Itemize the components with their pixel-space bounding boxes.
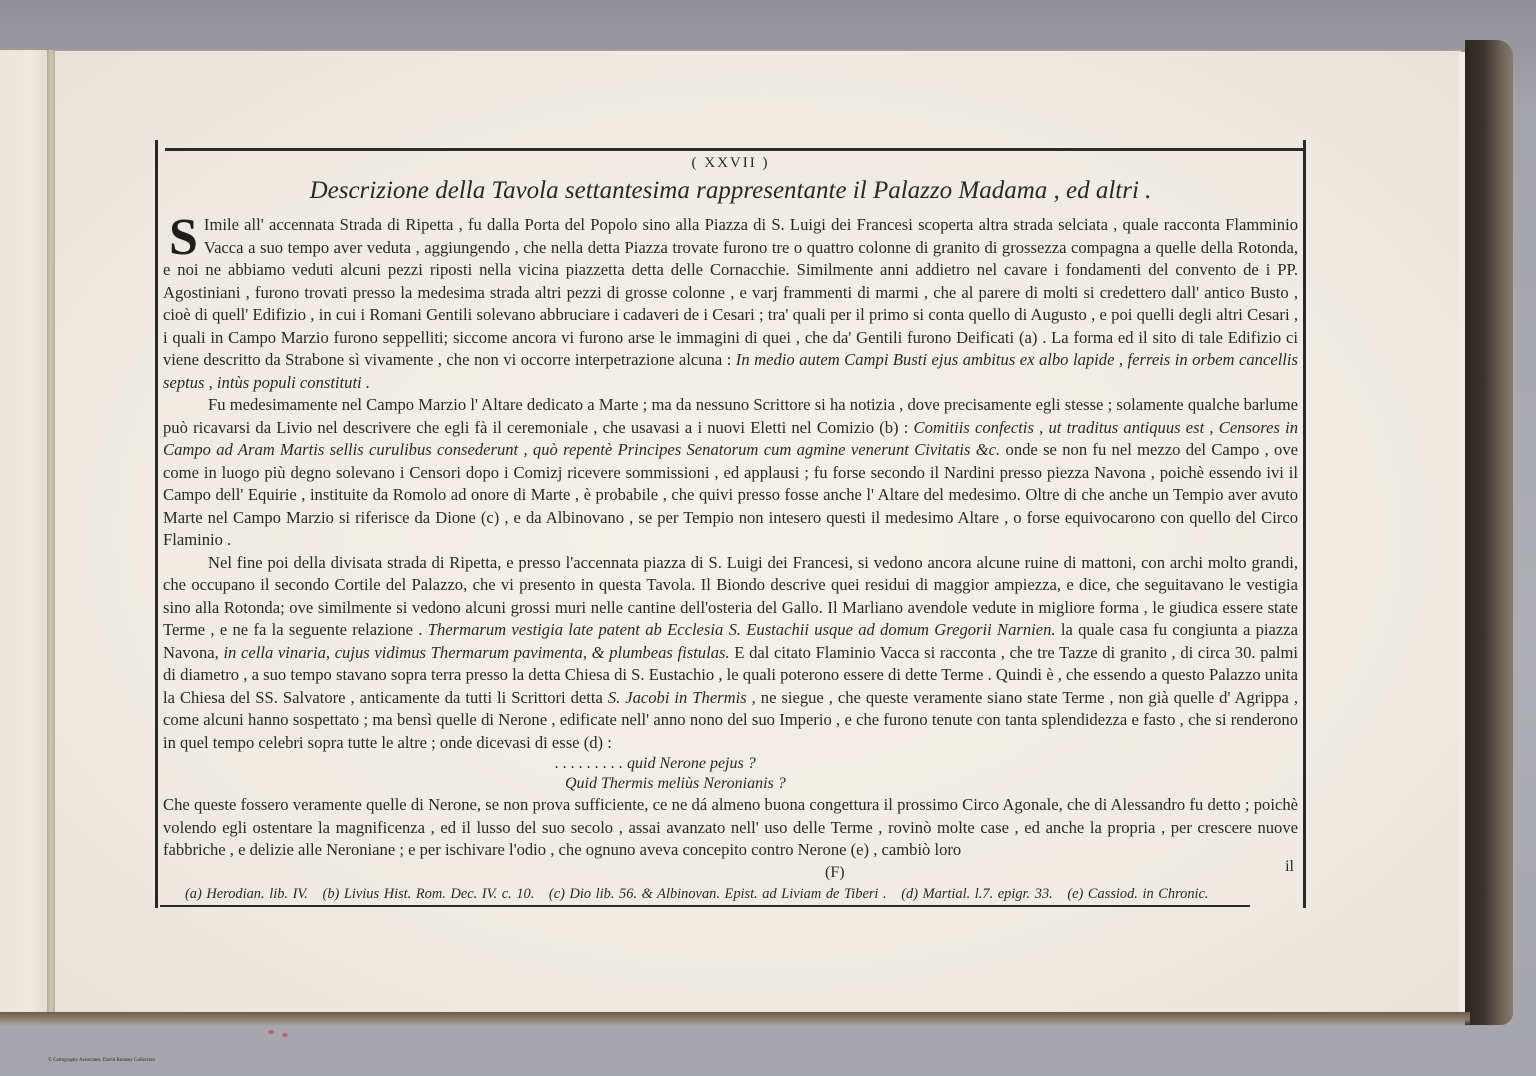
paragraph-text: la quale casa fu congiunta a piazza Navona, [163, 620, 1299, 662]
book-cover [1465, 40, 1513, 1025]
paragraph-text: Nel fine poi della divisata strada di Ripetta, e presso l'accennata piazza di S. Luigi dei Francesi, si vedono ancora alcune ruine di mattoni, con archi molto grandi, che occupano il secondo Cortile del Palazzo, che vi presento in questa Tavola. Il Biondo descrive quei residui di maggior ampiezza, e dice, che seguitavano le vestigia sino alla Rotonda; ove similmente si vedono alcuni grossi muri nelle cantine dell'osteria del Gallo. Il Marliano avendole vedute in migliore forma , le giudica essere state Terme , e ne fa la seguente relazione . [163, 552, 1298, 639]
signature-row [163, 857, 1298, 882]
collection-credit: © Cartography Associates, David Rumsey Collection [48, 1058, 155, 1063]
left-page [0, 49, 47, 1020]
printed-text [163, 152, 1298, 904]
foxing-spot [282, 1033, 288, 1037]
paragraph-3 [163, 552, 1298, 755]
book-gutter [47, 50, 55, 1012]
paragraph-text: Fu medesimamente nel Campo Marzio l' Altare dedicato a Marte ; ma da nessuno Scrittore si ha notizia , dove precisamente egli stesse ; solamente qualche barlume può ricavarsi da Livio nel descrivere che egli fà il ceremoniale , che usavasi a i nuovi Eletti nel Comizio (b) : [163, 395, 1298, 437]
footnote-c: (c) Dio lib. 56. & Albinovan. Epist. ad Liviam de Tiberi . [548, 885, 887, 902]
latin-quote: In medio autem Campi Busti ejus ambitus ex albo lapide , ferreis in orbem cancellis septus , intùs populi constituti . [163, 350, 1298, 392]
paragraph-text: E dal citato Flaminio Vacca si racconta , che tre Tazze di granito , di circa 30. palmi di diametro , a suo tempo stavano sopra terra presso la detta Chiesa di S. Eustachio , le quali poterono essere di dette Terme . Quindi è , che essendo a questo Palazzo unita la Chiesa del SS. Salvatore , anticamente da tutti li Scrittori detta [163, 642, 1299, 707]
paragraph-2 [163, 394, 1298, 552]
verse-line-1: . . . . . . . . . quid Nerone pejus ? [555, 755, 756, 772]
drop-cap: S [169, 209, 198, 266]
foxing-spot [268, 1030, 274, 1034]
signature-mark: (F) [825, 863, 845, 881]
paragraph-text: Che queste fossero veramente quelle di Nerone, se non prova sufficiente, ce ne dá almeno buona congettura il prossimo Circo Agonale, che di Alessandro fu detto ; poichè volendo egli ostentare la magnificenza , ed il lusso del suo secolo , assai avanzato nell' uso delle Terme , rovinò molte case , ed anche la propria , per crescere nuove fabbriche , e delizie alle Neroniane ; e per ischivare l'odio , che ognuno aveva concepito contro Nerone (e) , cambiò loro [163, 795, 1298, 859]
footnote-e: (e) Cassiod. in Chronic. [1067, 885, 1209, 902]
book-bottom-edge [0, 1012, 1470, 1026]
footnote-d: (d) Martial. l.7. epigr. 33. [901, 885, 1053, 902]
footnote-a: (a) Herodian. lib. IV. [185, 885, 308, 902]
latin-quote: S. Jacobi in Thermis [607, 687, 747, 707]
paragraph-text: , ne siegue , che queste veramente siano state Terme , non già quelle d' Agrippa , come alcuni hanno sospettato ; ma bensì quelle di Nerone , edificate nell' anno nono del suo Imperio , e che furono tenute con tanta splendidezza e fasto , che si renderono in quel tempo celebri sopra tutte le altre ; onde dicevasi di esse (d) : [163, 687, 1298, 752]
page-number: ( XXVII ) [691, 155, 770, 171]
bottom-rule [160, 905, 1250, 907]
top-rule [165, 148, 1305, 151]
paragraph-1 [163, 209, 1298, 394]
paragraph-text: Imile all' accennata Strada di Ripetta , fu dalla Porta del Popolo sino alla Piazza di S. Luigi dei Francesi scoperta altra strada selciata , quale racconta Flamminio Vacca a suo tempo aver veduta , aggiungendo , che nella detta Piazza trovate furono tre o quattro colonne di granito di grossezza compagna a quelle della Rotonda, e noi ne abbiamo veduti alcuni pezzi riposti nella vicina piazzetta detta delle Cornacchie. Similmente anni addietro nel cavare i fondamenti del convento de i PP. Agostiniani , furono trovati presso la medesima strada altri pezzi di grosse colonne , e varj frammenti di marmi , che al parere di molti si credettero dall' antico Busto , cioè di quell' Edifizio , in cui i Romani Gentili solevano abbruciare i cadaveri de i Cesari ; tra' quali per il primo si conta quello di Augusto , e poi quelli degli altri Cesari , i quali in Campo Marzio furono seppelliti; siccome ancora vi furono arse le immagini di quei , che da' Gentili furono Deificati (a) . La forma ed il sito di tale Edifizio ci viene descritto da Strabone sì vivamente , che non vi occorre interpetrazione alcuna : [163, 215, 1298, 369]
latin-quote: Comitiis confectis , ut traditus antiquus est , Censores in Campo ad Aram Martis sellis curulibus consederunt , quò repentè Principes Senatorum cum agmine venerunt Civitatis &c. [163, 417, 1298, 459]
latin-quote: in cella vinaria, cujus vidimus Thermarum pavimenta, & plumbeas fistulas. [223, 642, 730, 662]
footnotes [163, 884, 1298, 904]
catchword: il [1285, 857, 1294, 875]
latin-quote: Thermarum vestigia late patent ab Ecclesia S. Eustachii usque ad domum Gregorii Narnien. [427, 620, 1056, 639]
verse-line-2: Quid Thermis meliùs Neronianis ? [565, 775, 786, 792]
footnote-b: (b) Livius Hist. Rom. Dec. IV. c. 10. [322, 885, 535, 902]
paragraph-4 [163, 794, 1298, 862]
page-title: Descrizione della Tavola settantesima rappresentante il Palazzo Madama , ed altri . [309, 177, 1152, 204]
paragraph-text: onde se non fu nel mezzo del Campo , ove come in luogo più degno solevano i Censori dopo i Comizj ricevere sommissioni , ed applausi ; fu forse secondo il Nardini presso piezza Navona , poichè essendo ivi il Campo dell' Equirie , instituite da Romolo ad onore di Marte , è probabile , che quivi presso fosse anche l' Altare del medesimo. Oltre di che anche un Tempio aver avuto Marte nel Campo Marzio si riferisce da Dione (c) , e da Albinovano , se per Tempio non intesero questi il medesimo Altare , o forse equivocarono con quello del Circo Flaminio . [163, 440, 1299, 549]
